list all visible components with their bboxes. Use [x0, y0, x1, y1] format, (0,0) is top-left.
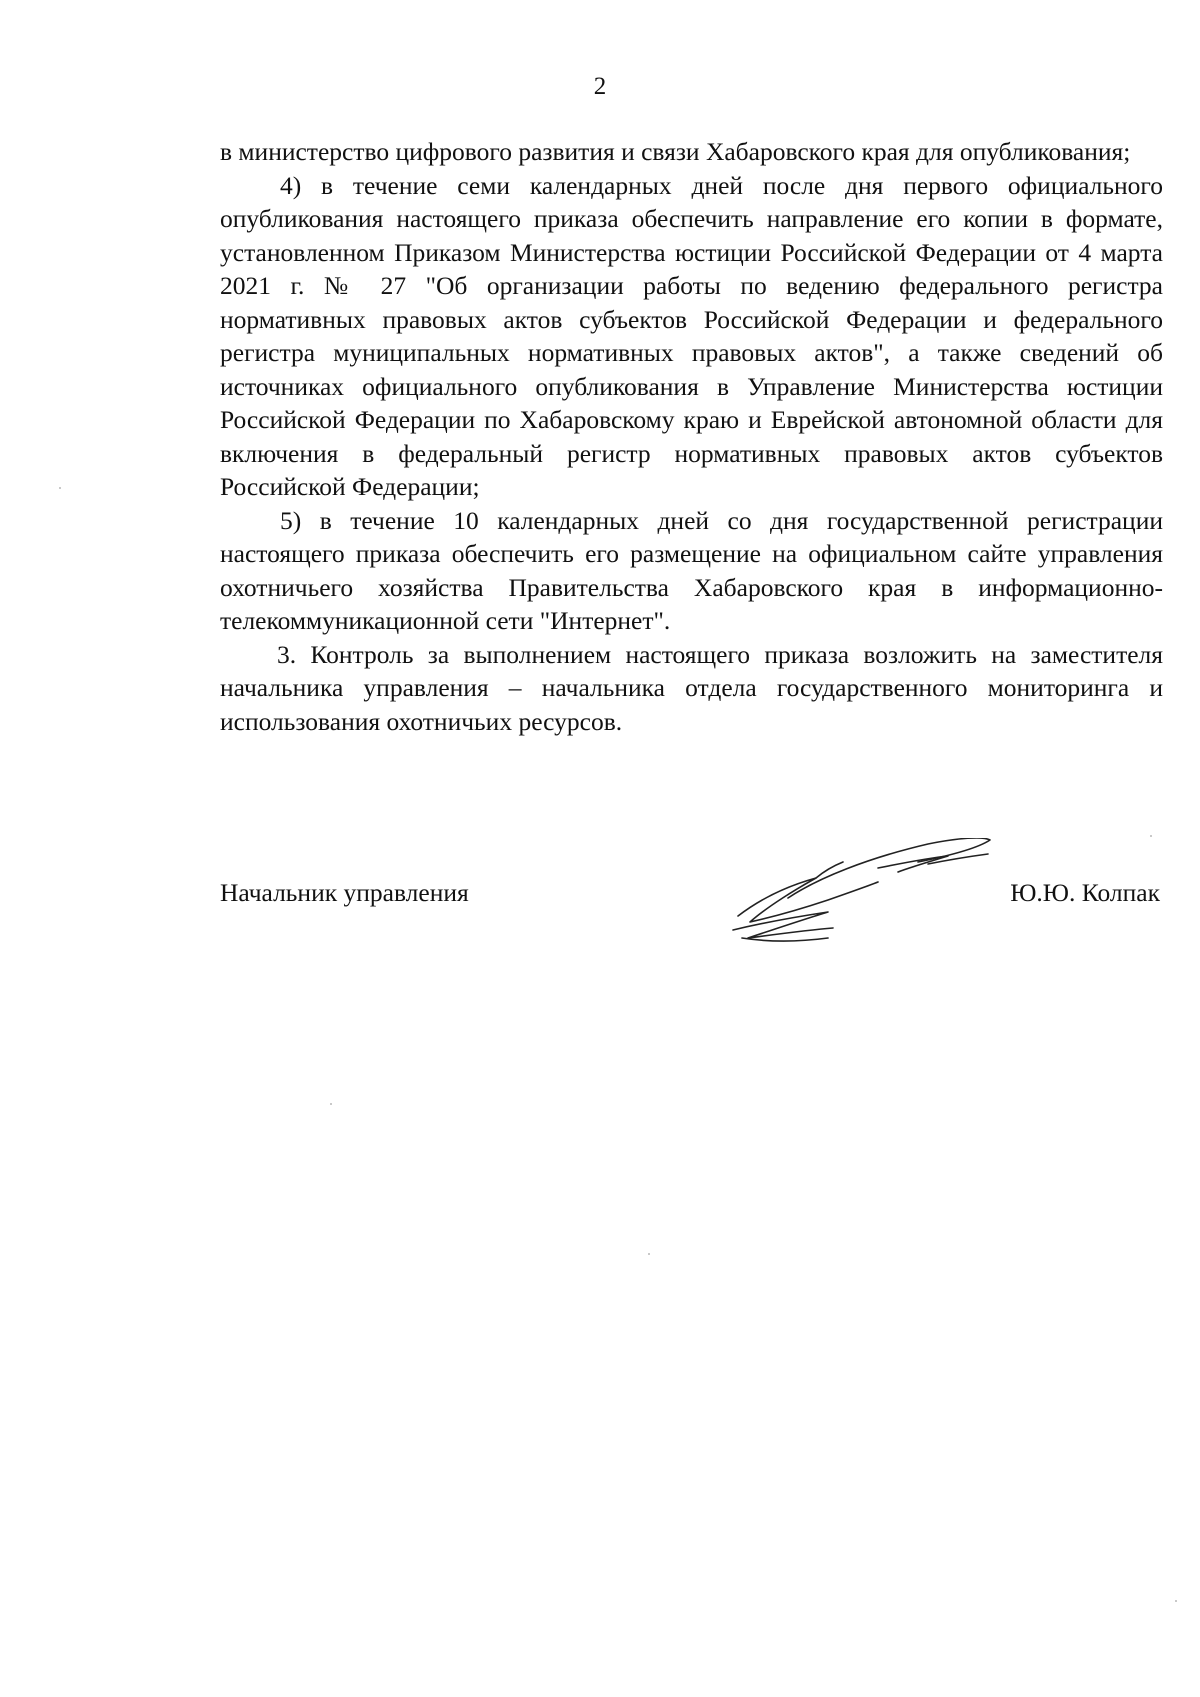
- document-body: [220, 135, 1163, 738]
- paragraph-continuation: в министерство цифрового развития и связи Хабаровского края для опубликования;: [220, 137, 1131, 166]
- page-number: 2: [593, 73, 607, 100]
- signer-name: Ю.Ю. Колпак: [1010, 878, 1160, 907]
- scan-speck: [330, 1103, 332, 1105]
- signer-position-title: Начальник управления: [220, 878, 469, 907]
- scan-speck: [648, 1253, 650, 1255]
- paragraph-item-4: 4) в течение семи календарных дней после дня первого официального опубликования настоящего приказа обеспечить направление его копии в формате, установленном Приказом Министерства юстиции Российской Федерации от 4 марта 2021 г. № 27 "Об организации работы по ведению федерального регистра нормативных правовых актов субъектов Российской Федерации и федерального регистра муниципальных нормативных правовых актов", а также сведений об источниках официального опубликования в Управление Министерства юстиции Российской Федерации по Хабаровскому краю и Еврейской автономной области для включения в федеральный регистр нормативных правовых актов субъектов Российской Федерации;: [220, 170, 1163, 501]
- scan-speck: [59, 487, 61, 489]
- paragraph-section-3: 3. Контроль за выполнением настоящего приказа возложить на заместителя начальника управления – начальника отдела государственного мониторинга и использования охотничьих ресурсов.: [220, 639, 1163, 736]
- paragraph-item-5: 5) в течение 10 календарных дней со дня государственной регистрации настоящего приказа обеспечить его размещение на официальном сайте управления охотничьего хозяйства Правительства Хабаровского края в информационно-телекоммуникационной сети "Интернет".: [220, 505, 1163, 635]
- scan-speck: [1150, 835, 1152, 837]
- handwritten-signature: [728, 838, 1018, 948]
- scan-speck: [1175, 1600, 1177, 1602]
